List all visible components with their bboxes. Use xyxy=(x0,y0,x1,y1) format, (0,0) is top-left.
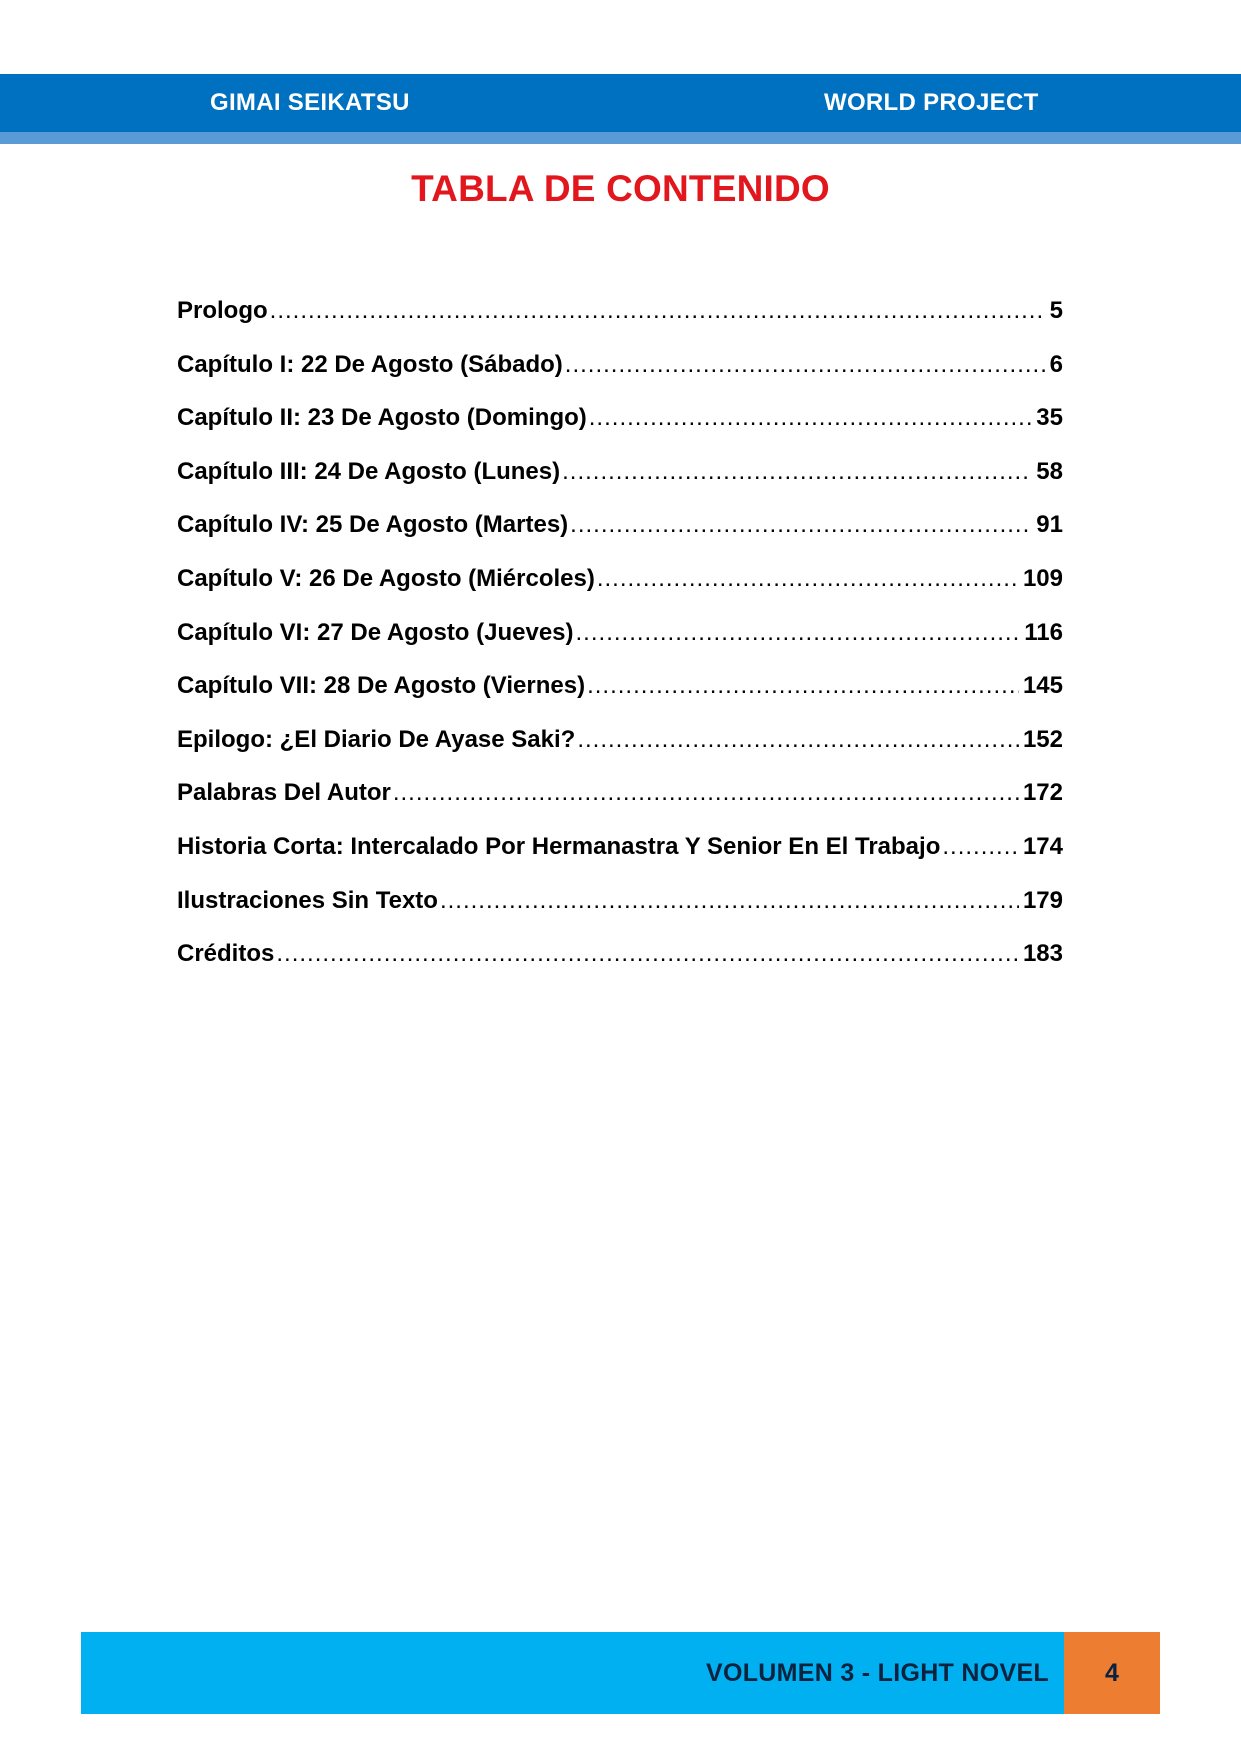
toc-dot-leader xyxy=(589,404,1033,432)
toc-entry-page: 116 xyxy=(1024,618,1063,646)
toc-entry-capitulo-3[interactable] xyxy=(177,458,1063,512)
toc-entry-epilogo[interactable] xyxy=(177,726,1063,780)
toc-entry-label: Prologo xyxy=(177,297,268,324)
toc-entry-capitulo-5[interactable] xyxy=(177,565,1063,619)
toc-dot-leader xyxy=(393,779,1019,807)
toc-entry-page: 91 xyxy=(1036,511,1063,539)
toc-entry-label: Epilogo: ¿El Diario De Ayase Saki? xyxy=(177,725,576,753)
toc-entry-page: 58 xyxy=(1036,457,1063,485)
toc-entry-label: Capítulo I: 22 De Agosto (Sábado) xyxy=(177,350,563,378)
toc-entry-page: 109 xyxy=(1022,564,1063,592)
toc-dot-leader xyxy=(942,833,1019,861)
toc-entry-capitulo-6[interactable] xyxy=(177,619,1063,673)
toc-entry-capitulo-7[interactable] xyxy=(177,672,1063,726)
toc-entry-page: 152 xyxy=(1022,725,1063,753)
footer-page-number: 4 xyxy=(1064,1632,1160,1714)
header-series-title: GIMAI SEIKATSU xyxy=(210,89,410,116)
toc-dot-leader xyxy=(440,887,1019,915)
toc-entry-capitulo-1[interactable] xyxy=(177,351,1063,405)
toc-entry-label: Capítulo III: 24 De Agosto (Lunes) xyxy=(177,457,561,485)
toc-dot-leader xyxy=(577,726,1019,754)
footer-volume-label: VOLUMEN 3 - LIGHT NOVEL xyxy=(705,1659,1049,1687)
toc-dot-leader xyxy=(562,458,1032,486)
toc-entry-palabras-del-autor[interactable] xyxy=(177,779,1063,833)
toc-dot-leader xyxy=(587,672,1019,700)
toc-entry-page: 6 xyxy=(1049,350,1063,378)
toc-entry-prologo[interactable] xyxy=(177,297,1063,351)
toc-entry-page: 35 xyxy=(1036,404,1063,432)
toc-entry-label: Ilustraciones Sin Texto xyxy=(177,886,438,914)
toc-entry-label: Capítulo VII: 28 De Agosto (Viernes) xyxy=(177,672,586,700)
toc-entry-capitulo-2[interactable] xyxy=(177,404,1063,458)
toc-entry-creditos[interactable] xyxy=(177,940,1063,994)
toc-list xyxy=(177,297,1063,994)
toc-entry-label: Capítulo II: 23 De Agosto (Domingo) xyxy=(177,404,587,432)
toc-entry-label: Palabras Del Autor xyxy=(177,779,391,807)
toc-entry-label: Créditos xyxy=(177,940,275,968)
header-group-name: WORLD PROJECT xyxy=(824,89,1039,116)
toc-entry-page: 179 xyxy=(1022,886,1063,914)
toc-entry-page: 174 xyxy=(1022,832,1063,860)
toc-entry-page: 145 xyxy=(1022,672,1063,700)
toc-dot-leader xyxy=(597,565,1019,593)
page-header-stripe xyxy=(0,132,1241,144)
toc-dot-leader xyxy=(576,619,1021,647)
toc-dot-leader xyxy=(270,297,1046,325)
toc-entry-historia-corta[interactable] xyxy=(177,833,1063,887)
toc-entry-label: Historia Corta: Intercalado Por Hermanastra Y Senior En El Trabajo xyxy=(177,832,941,860)
toc-dot-leader xyxy=(570,511,1032,539)
toc-entry-page: 183 xyxy=(1022,940,1063,968)
toc-entry-page: 5 xyxy=(1049,297,1063,324)
toc-entry-ilustraciones[interactable] xyxy=(177,887,1063,941)
toc-entry-label: Capítulo IV: 25 De Agosto (Martes) xyxy=(177,511,569,539)
toc-entry-label: Capítulo V: 26 De Agosto (Miércoles) xyxy=(177,564,595,592)
toc-dot-leader xyxy=(276,940,1019,968)
toc-dot-leader xyxy=(565,351,1046,379)
page-header-bar xyxy=(0,74,1241,132)
toc-title: TABLA DE CONTENIDO xyxy=(411,168,830,209)
toc-entry-capitulo-4[interactable] xyxy=(177,511,1063,565)
toc-entry-label: Capítulo VI: 27 De Agosto (Jueves) xyxy=(177,618,574,646)
toc-entry-page: 172 xyxy=(1022,779,1063,807)
